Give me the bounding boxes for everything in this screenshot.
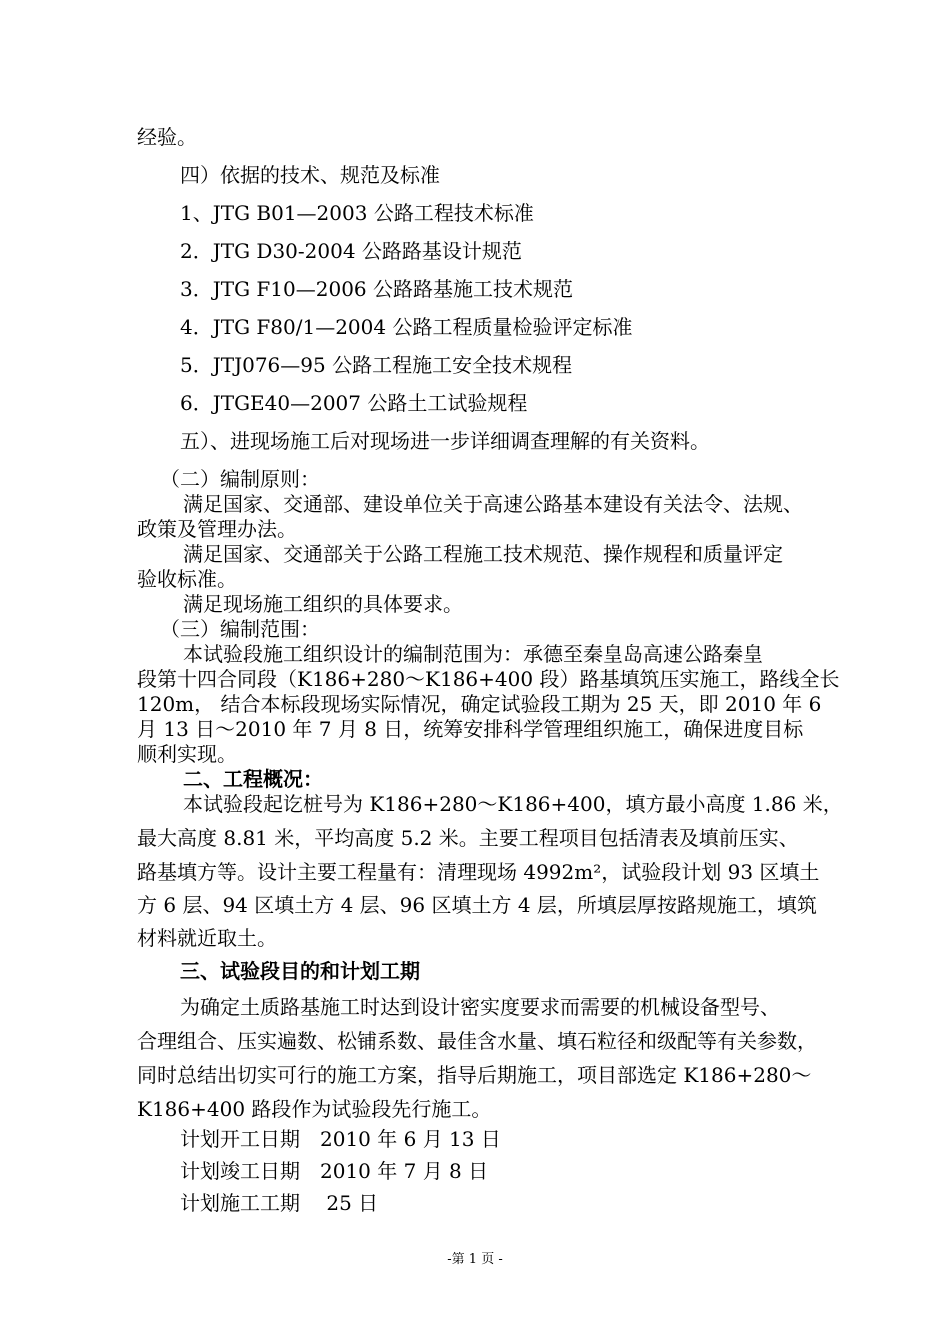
standard-item: 4．JTG F80/1—2004 公路工程质量检验评定标准 bbox=[180, 315, 633, 339]
text-line: 路基填方等。设计主要工程量有：清理现场 4992m²，试验段计划 93 区填土 bbox=[137, 860, 820, 884]
schedule-start: 计划开工日期 2010 年 6 月 13 日 bbox=[180, 1127, 501, 1151]
section-heading: 五）、进现场施工后对现场进一步详细调查理解的有关资料。 bbox=[180, 429, 710, 453]
text-line: 满足国家、交通部关于公路工程施工技术规范、操作规程和质量评定 bbox=[183, 542, 783, 566]
standard-item: 2．JTG D30-2004 公路路基设计规范 bbox=[180, 239, 522, 263]
standard-item: 5．JTJ076—95 公路工程施工安全技术规程 bbox=[180, 353, 573, 377]
page-footer: -第 1 页 - bbox=[447, 1252, 503, 1267]
section-heading: （二）编制原则： bbox=[160, 467, 320, 491]
text-line: 为确定土质路基施工时达到设计密实度要求而需要的机械设备型号、 bbox=[180, 995, 780, 1019]
standard-item: 3．JTG F10—2006 公路路基施工技术规范 bbox=[180, 277, 573, 301]
text-line: 满足国家、交通部、建设单位关于高速公路基本建设有关法令、法规、 bbox=[183, 492, 803, 516]
text-line: 满足现场施工组织的具体要求。 bbox=[183, 592, 463, 616]
text-line: 验收标准。 bbox=[137, 567, 237, 591]
text-line: 段第十四合同段（K186+280～K186+400 段）路基填筑压实施工，路线全长 bbox=[137, 667, 840, 691]
text-line: 本试验段施工组织设计的编制范围为：承德至秦皇岛高速公路秦皇 bbox=[183, 642, 763, 666]
standard-item: 6．JTGE40—2007 公路土工试验规程 bbox=[180, 391, 528, 415]
text-line: 120m， 结合本标段现场实际情况，确定试验段工期为 25 天，即 2010 年 6 bbox=[137, 692, 822, 716]
text-line: 经验。 bbox=[137, 125, 197, 149]
text-line: 材料就近取土。 bbox=[137, 926, 277, 950]
text-line: 月 13 日～2010 年 7 月 8 日，统筹安排科学管理组织施工，确保进度目标 bbox=[137, 717, 804, 741]
text-line: 本试验段起讫桩号为 K186+280～K186+400，填方最小高度 1.86 米， bbox=[183, 792, 843, 816]
schedule-end: 计划竣工日期 2010 年 7 月 8 日 bbox=[180, 1159, 489, 1183]
section-heading: （三）编制范围： bbox=[160, 617, 320, 641]
text-line: K186+400 路段作为试验段先行施工。 bbox=[137, 1097, 492, 1121]
schedule-duration: 计划施工工期 25 日 bbox=[180, 1191, 379, 1215]
text-line: 方 6 层、94 区填土方 4 层、96 区填土方 4 层，所填层厚按路规施工，填筑 bbox=[137, 893, 817, 917]
text-line: 同时总结出切实可行的施工方案，指导后期施工，项目部选定 K186+280～ bbox=[137, 1063, 812, 1087]
text-line: 顺利实现。 bbox=[137, 742, 237, 766]
text-line: 合理组合、压实遍数、松铺系数、最佳含水量、填石粒径和级配等有关参数， bbox=[137, 1029, 817, 1053]
section-heading: 四）依据的技术、规范及标准 bbox=[180, 163, 440, 187]
standard-item: 1、JTG B01—2003 公路工程技术标准 bbox=[180, 201, 534, 225]
section-heading: 三、试验段目的和计划工期 bbox=[180, 959, 420, 983]
text-line: 政策及管理办法。 bbox=[137, 517, 297, 541]
text-line: 最大高度 8.81 米，平均高度 5.2 米。主要工程项目包括清表及填前压实、 bbox=[137, 826, 799, 850]
section-heading: 二、工程概况： bbox=[183, 767, 323, 791]
